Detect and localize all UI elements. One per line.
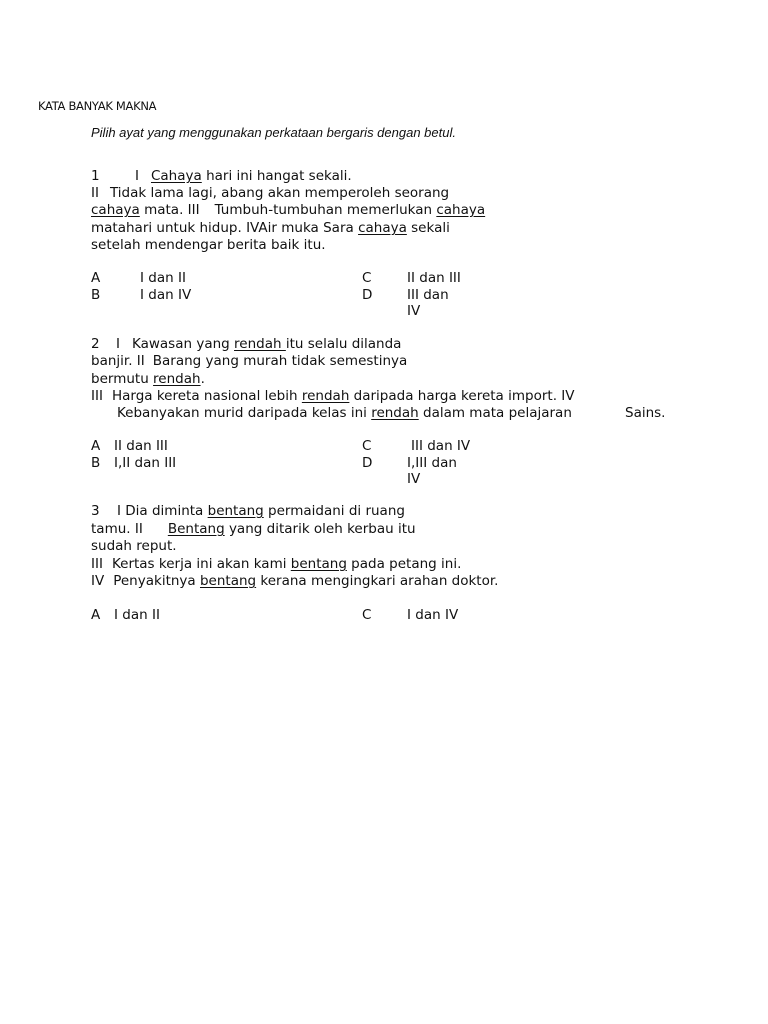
question-number: 1 [91,168,100,184]
page-title: KATA BANYAK MAKNA [38,99,157,113]
option-text: I dan II [114,607,160,623]
instruction-text: Pilih ayat yang menggunakan perkataan bergaris dengan betul. [91,125,456,140]
question-line: I Kawasan yang rendah itu selalu dilanda [116,336,402,352]
option-text: I,II dan III [114,455,177,471]
option-letter: B [91,287,101,303]
question-number: 3 [91,503,100,519]
question-line: I Cahaya hari ini hangat sekali. [135,168,352,184]
option-text-continued: IV [407,303,421,319]
option-letter: C [362,438,372,454]
option-text: I,III dan [407,455,457,471]
option-letter: C [362,270,372,286]
option-letter: A [91,607,101,623]
option-letter: D [362,287,373,303]
question-line: Kebanyakan murid daripada kelas ini rendah dalam mata pelajaran [117,405,572,421]
option-text: I dan II [140,270,186,286]
option-text: III dan [407,287,449,303]
question-line: bermutu rendah. [91,371,205,387]
question-line: I Dia diminta bentang permaidani di ruang [117,503,405,519]
question-line: III Harga kereta nasional lebih rendah daripada harga kereta import. IV [91,388,575,404]
option-text: II dan III [407,270,461,286]
option-letter: D [362,455,373,471]
question-line: matahari untuk hidup. IVAir muka Sara cahaya sekali [91,220,450,236]
option-letter: B [91,455,101,471]
question-line: setelah mendengar berita baik itu. [91,237,326,253]
question-line: cahaya mata. III Tumbuh-tumbuhan memerlukan cahaya [91,202,486,218]
option-letter: A [91,438,101,454]
option-letter: C [362,607,372,623]
option-text: II dan III [114,438,168,454]
question-line: III Kertas kerja ini akan kami bentang pada petang ini. [91,556,462,572]
question-number: 2 [91,336,100,352]
question-line: IV Penyakitnya bentang kerana mengingkari arahan doktor. [91,573,499,589]
question-line-end: Sains. [625,405,666,421]
question-line: tamu. II Bentang yang ditarik oleh kerbau itu [91,521,416,537]
question-line: sudah reput. [91,538,177,554]
option-text: III dan IV [411,438,471,454]
question-line: banjir. II Barang yang murah tidak semestinya [91,353,408,369]
option-letter: A [91,270,101,286]
option-text: I dan IV [140,287,192,303]
option-text-continued: IV [407,471,421,487]
option-text: I dan IV [407,607,459,623]
question-line: II Tidak lama lagi, abang akan memperoleh seorang [91,185,450,201]
